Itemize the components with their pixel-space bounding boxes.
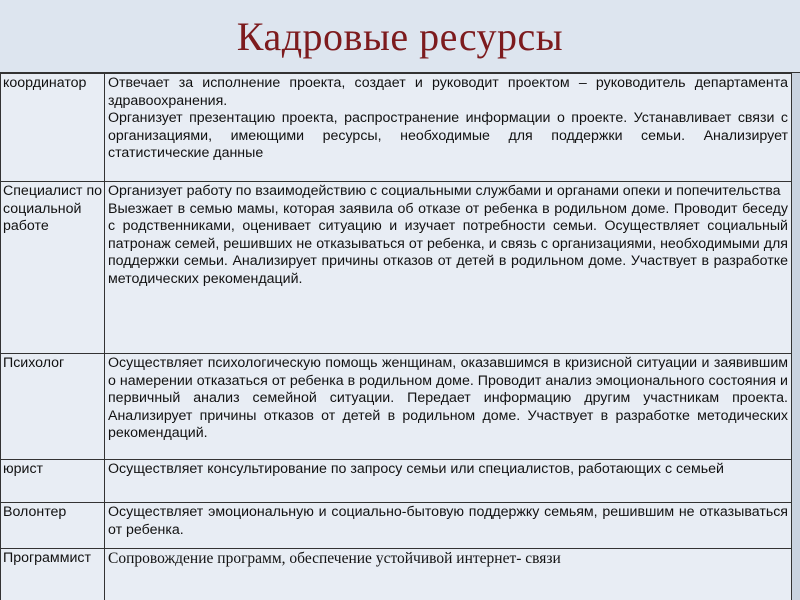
right-edge-strip <box>792 73 800 600</box>
description-paragraph: Осуществляет эмоциональную и социально-бытовую поддержку семьям, решившим не отказываться от ребенка. <box>108 504 788 538</box>
description-paragraph: Отвечает за исполнение проекта, создает и руководит проектом – руководитель департамента здравоохранения. <box>108 75 788 109</box>
description-paragraph: Осуществляет психологическую помощь женщинам, оказавшимся в кризисной ситуации и заявившим о намерении отказаться от ребенка в родильном доме. Проводит анализ эмоционального состояния и первичный анализ семейной ситуации. Передает информацию другим участникам проекта. Анализирует причины отказов от детей в родильном доме. Участвует в разработке методических рекомендаций. <box>108 355 788 441</box>
description-paragraph: Организует работу по взаимодействию с социальными службами и органами опеки и попечительства <box>108 183 781 199</box>
slide-title: Кадровые ресурсы <box>236 13 564 59</box>
table-row <box>1 182 792 354</box>
description-paragraph: Выезжает в семью мамы, которая заявила об отказе от ребенка в родильном доме. Проводит беседу с родственниками, оценивает ситуацию и изучает потребности семьи. Осуществляет социальный патронаж семей, решивших не отказываться от ребенка, и связь с организациями, необходимыми для поддержки семьи. Анализирует причины отказов от детей в родильном доме. Участвует в разработке методических рекомендаций. <box>108 200 788 287</box>
role-cell: Волонтер <box>1 503 105 549</box>
role-cell: Программист <box>1 549 105 600</box>
table-row <box>1 503 792 549</box>
title-band <box>0 0 800 73</box>
description-paragraph: Осуществляет консультирование по запросу семьи или специалистов, работающих с семьей <box>108 461 724 477</box>
role-cell: Психолог <box>1 354 105 460</box>
description-cell <box>105 354 792 460</box>
description-paragraph: Организует презентацию проекта, распространение информации о проекте. Устанавливает связи с организациями, имеющими ресурсы, необходимые для поддержки семьи. Анализирует статистические данные <box>108 110 788 161</box>
role-cell: координатор <box>1 74 105 182</box>
table-row <box>1 74 792 182</box>
description-paragraph: Сопровождение программ, обеспечение устойчивой интернет- связи <box>108 550 561 567</box>
table-row <box>1 460 792 503</box>
table-row <box>1 549 792 600</box>
role-cell: Специалист по социальной работе <box>1 182 105 354</box>
description-cell <box>105 182 792 354</box>
roles-table <box>0 73 792 600</box>
description-cell <box>105 74 792 182</box>
description-cell <box>105 549 792 600</box>
table-row <box>1 354 792 460</box>
description-cell <box>105 460 792 503</box>
role-cell: юрист <box>1 460 105 503</box>
description-cell <box>105 503 792 549</box>
